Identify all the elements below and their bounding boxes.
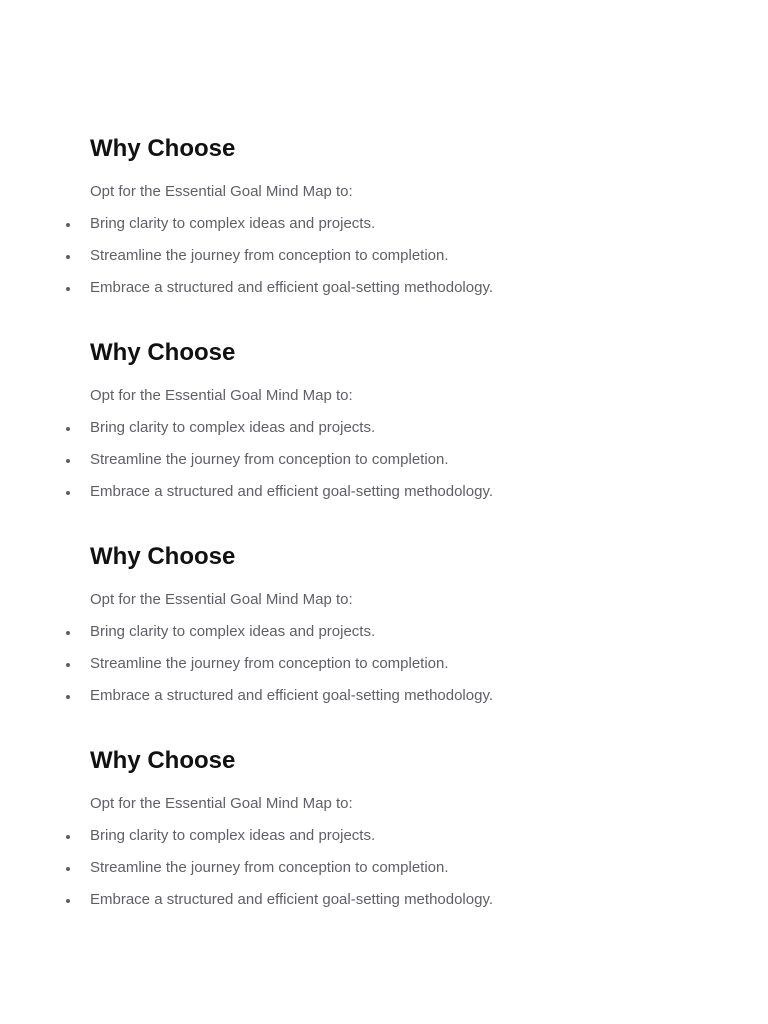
- list-item: [0, 483, 768, 515]
- list-item-text: Streamline the journey from conception to completion.: [90, 859, 449, 876]
- bullet-list: [0, 419, 768, 515]
- document-content: [0, 131, 768, 947]
- list-item-text: Bring clarity to complex ideas and projects.: [90, 215, 376, 232]
- list-item-text: Embrace a structured and efficient goal-setting methodology.: [90, 279, 494, 296]
- list-item-text: Streamline the journey from conception to completion.: [90, 451, 449, 468]
- section-title: Why Choose: [90, 543, 236, 570]
- list-item: [0, 655, 768, 687]
- bullet-icon: [66, 223, 70, 227]
- bullet-list: [0, 215, 768, 311]
- list-item-text: Streamline the journey from conception to completion.: [90, 655, 449, 672]
- bullet-icon: [66, 695, 70, 699]
- section-intro: Opt for the Essential Goal Mind Map to:: [90, 387, 353, 404]
- bullet-icon: [66, 255, 70, 259]
- list-item: [0, 215, 768, 247]
- bullet-icon: [66, 287, 70, 291]
- section-title: Why Choose: [90, 747, 236, 774]
- section-intro: Opt for the Essential Goal Mind Map to:: [90, 795, 353, 812]
- list-item: [0, 419, 768, 451]
- list-item-text: Embrace a structured and efficient goal-setting methodology.: [90, 891, 494, 908]
- section-intro: Opt for the Essential Goal Mind Map to:: [90, 183, 353, 200]
- bullet-icon: [66, 835, 70, 839]
- list-item: [0, 827, 768, 859]
- list-item: [0, 451, 768, 483]
- section-title: Why Choose: [90, 135, 236, 162]
- list-item-text: Bring clarity to complex ideas and projects.: [90, 827, 376, 844]
- bullet-icon: [66, 427, 70, 431]
- list-item-text: Bring clarity to complex ideas and projects.: [90, 419, 376, 436]
- list-item: [0, 279, 768, 311]
- list-item: [0, 247, 768, 279]
- list-item-text: Bring clarity to complex ideas and projects.: [90, 623, 376, 640]
- list-item: [0, 859, 768, 891]
- why-choose-section: [0, 743, 768, 947]
- bullet-list: [0, 623, 768, 719]
- list-item-text: Embrace a structured and efficient goal-setting methodology.: [90, 483, 494, 500]
- list-item-text: Embrace a structured and efficient goal-setting methodology.: [90, 687, 494, 704]
- bullet-icon: [66, 459, 70, 463]
- list-item: [0, 891, 768, 923]
- section-title: Why Choose: [90, 339, 236, 366]
- section-intro: Opt for the Essential Goal Mind Map to:: [90, 591, 353, 608]
- why-choose-section: [0, 539, 768, 743]
- list-item-text: Streamline the journey from conception to completion.: [90, 247, 449, 264]
- list-item: [0, 687, 768, 719]
- bullet-icon: [66, 631, 70, 635]
- bullet-icon: [66, 867, 70, 871]
- bullet-list: [0, 827, 768, 923]
- why-choose-section: [0, 335, 768, 539]
- bullet-icon: [66, 899, 70, 903]
- list-item: [0, 623, 768, 655]
- bullet-icon: [66, 491, 70, 495]
- why-choose-section: [0, 131, 768, 335]
- bullet-icon: [66, 663, 70, 667]
